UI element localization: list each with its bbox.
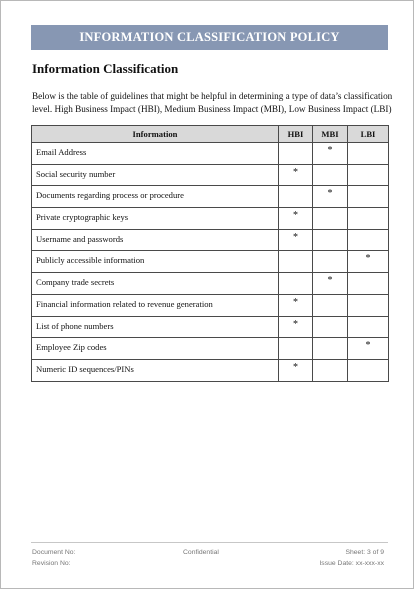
- cell-information: Publicly accessible information: [32, 251, 279, 273]
- table-row: [32, 164, 389, 186]
- cell-lbi: [348, 143, 389, 165]
- cell-lbi: [348, 316, 389, 338]
- cell-hbi: *: [279, 294, 313, 316]
- footer-center: [183, 547, 219, 558]
- cell-hbi: *: [279, 359, 313, 381]
- table-row: [32, 294, 389, 316]
- footer-left: [32, 547, 75, 569]
- cell-hbi: [279, 338, 313, 360]
- cell-information: Email Address: [32, 143, 279, 165]
- column-header-mbi: MBI: [313, 126, 348, 143]
- cell-hbi: [279, 143, 313, 165]
- table-row: [32, 143, 389, 165]
- cell-lbi: [348, 294, 389, 316]
- classification-table: [31, 125, 389, 382]
- cell-mbi: [313, 294, 348, 316]
- column-header-hbi: HBI: [279, 126, 313, 143]
- cell-mbi: *: [313, 186, 348, 208]
- cell-hbi: *: [279, 316, 313, 338]
- table-row: [32, 186, 389, 208]
- table-row: [32, 273, 389, 295]
- footer-confidential: Confidential: [183, 549, 219, 556]
- cell-lbi: [348, 186, 389, 208]
- cell-hbi: [279, 251, 313, 273]
- page-banner: [31, 25, 388, 50]
- cell-lbi: [348, 359, 389, 381]
- cell-information: Social security number: [32, 164, 279, 186]
- cell-information: Company trade secrets: [32, 273, 279, 295]
- cell-information: Private cryptographic keys: [32, 208, 279, 230]
- cell-lbi: [348, 229, 389, 251]
- cell-mbi: [313, 316, 348, 338]
- cell-information: Financial information related to revenue generation: [32, 294, 279, 316]
- table-header-row: [32, 126, 389, 143]
- footer-issue-date: Issue Date: xx-xxx-xx: [319, 560, 384, 567]
- cell-information: Employee Zip codes: [32, 338, 279, 360]
- cell-mbi: [313, 338, 348, 360]
- cell-information: List of phone numbers: [32, 316, 279, 338]
- cell-lbi: [348, 273, 389, 295]
- cell-information: Username and passwords: [32, 229, 279, 251]
- table-row: [32, 208, 389, 230]
- footer-divider: [31, 542, 388, 543]
- cell-mbi: *: [313, 273, 348, 295]
- intro-paragraph: Below is the table of guidelines that might be helpful in determining a type of data’s classification level. High Business Impact (HBI), Medium Business Impact (MBI), Low Business Impact (LBI): [32, 91, 393, 114]
- table-row: [32, 359, 389, 381]
- cell-mbi: [313, 359, 348, 381]
- banner-title: INFORMATION CLASSIFICATION POLICY: [79, 30, 340, 44]
- cell-hbi: *: [279, 164, 313, 186]
- column-header-information: Information: [32, 126, 279, 143]
- cell-lbi: [348, 208, 389, 230]
- table-row: [32, 251, 389, 273]
- column-header-lbi: LBI: [348, 126, 389, 143]
- table-row: [32, 338, 389, 360]
- footer-revision-no: Revision No:: [32, 560, 71, 567]
- cell-lbi: [348, 164, 389, 186]
- footer-sheet: Sheet: 3 of 9: [345, 549, 384, 556]
- cell-mbi: [313, 229, 348, 251]
- cell-information: Documents regarding process or procedure: [32, 186, 279, 208]
- cell-hbi: [279, 273, 313, 295]
- cell-mbi: *: [313, 143, 348, 165]
- cell-mbi: [313, 251, 348, 273]
- cell-lbi: *: [348, 251, 389, 273]
- cell-hbi: [279, 186, 313, 208]
- footer-right: [319, 547, 384, 569]
- table-row: [32, 316, 389, 338]
- section-title: Information Classification: [32, 61, 179, 76]
- footer-document-no: Document No:: [32, 549, 76, 556]
- cell-hbi: *: [279, 208, 313, 230]
- cell-hbi: *: [279, 229, 313, 251]
- cell-mbi: [313, 208, 348, 230]
- table-row: [32, 229, 389, 251]
- cell-mbi: [313, 164, 348, 186]
- cell-lbi: *: [348, 338, 389, 360]
- cell-information: Numeric ID sequences/PINs: [32, 359, 279, 381]
